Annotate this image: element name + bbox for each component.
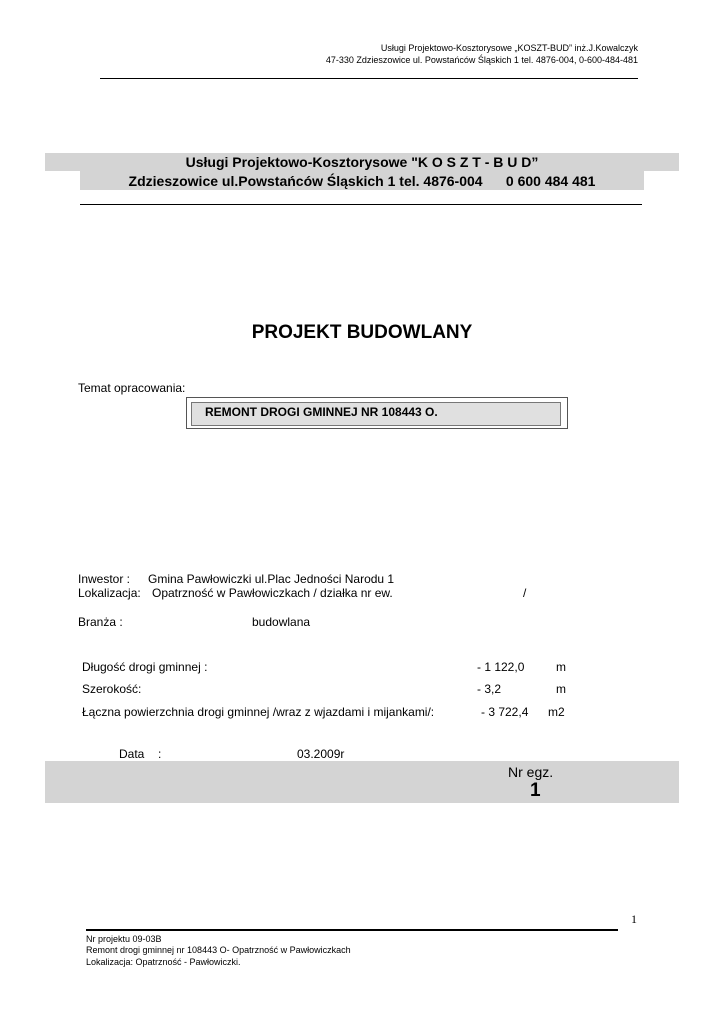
- branch-label: Branża :: [78, 615, 123, 629]
- location-label: Lokalizacja:: [78, 586, 141, 600]
- length-unit: m: [556, 660, 566, 674]
- date-label: Data: [119, 747, 145, 761]
- width-value: - 3,2: [477, 682, 502, 696]
- header-line-1: Usługi Projektowo-Kosztorysowe „KOSZT-BUD” inż.J.Kowalczyk: [380, 43, 638, 53]
- copy-number-banner: [45, 761, 679, 803]
- area-unit: m2: [548, 705, 565, 719]
- company-name: Usługi Projektowo-Kosztorysowe "K O S Z T - B U D”: [185, 154, 539, 170]
- topic-label: Temat opracowania:: [78, 381, 186, 395]
- width-unit: m: [556, 682, 566, 696]
- header-divider: [100, 78, 638, 79]
- location-value: Opatrzność w Pawłowiczkach / działka nr ew.: [152, 586, 393, 600]
- branch-value: budowlana: [252, 615, 311, 629]
- investor-value: Gmina Pawłowiczki ul.Plac Jedności Narodu 1: [148, 572, 395, 586]
- date-value: 03.2009r: [297, 747, 345, 761]
- date-colon: :: [158, 747, 162, 761]
- footer-divider: [86, 929, 618, 931]
- topic-value: REMONT DROGI GMINNEJ NR 108443 O.: [205, 405, 438, 419]
- company-divider: [80, 204, 642, 205]
- area-label: Łączna powierzchnia drogi gminnej /wraz z wjazdami i mijankami/:: [82, 705, 435, 719]
- length-value: - 1 122,0: [477, 660, 525, 674]
- company-address: Zdzieszowice ul.Powstańców Śląskich 1 tel. 4876-004 0 600 484 481: [128, 173, 596, 189]
- width-label: Szerokość:: [82, 682, 142, 696]
- length-label: Długość drogi gminnej :: [82, 660, 208, 674]
- footer-project-name: Remont drogi gminnej nr 108443 O- Opatrzność w Pawłowiczkach: [86, 945, 351, 955]
- copy-label: Nr egz.: [508, 764, 554, 780]
- location-slash: /: [523, 586, 527, 600]
- copy-number: 1: [530, 780, 541, 801]
- footer-location: Lokalizacja: Opatrzność - Pawłowiczki.: [86, 957, 241, 967]
- investor-label: Inwestor :: [78, 572, 131, 586]
- page-number: 1: [631, 912, 637, 926]
- header-line-2: 47-330 Zdzieszowice ul. Powstańców Śląskich 1 tel. 4876-004, 0-600-484-481: [325, 55, 638, 65]
- area-value: - 3 722,4: [481, 705, 529, 719]
- document-title: PROJEKT BUDOWLANY: [251, 322, 473, 343]
- footer-project-number: Nr projektu 09-03B: [86, 934, 162, 944]
